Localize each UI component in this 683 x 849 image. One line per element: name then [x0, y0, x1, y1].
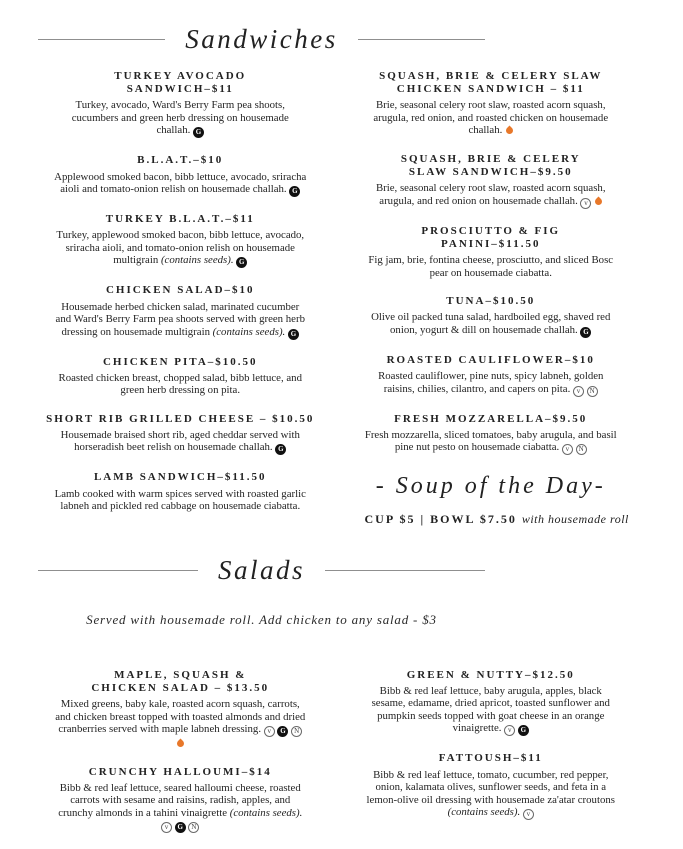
item-title: ROASTED CAULIFLOWER–$10 [386, 353, 595, 366]
section-title-salads: Salads [218, 554, 306, 585]
salads-left-column [54, 669, 307, 849]
item-title: SHORT RIB GRILLED CHEESE – $10.50 [46, 412, 315, 425]
g-icon: G [289, 186, 300, 197]
salads-columns [0, 654, 683, 849]
n-icon: N [587, 386, 598, 397]
item-title: LAMB SANDWICH–$11.50 [93, 471, 267, 484]
header-rule-right [325, 570, 485, 571]
item-title: TUNA–$10.50 [446, 295, 536, 308]
item-description: Brie, seasonal celery root slaw, roasted acorn squash, arugula, red onion, and roasted chicken on housemade challah. [373, 99, 609, 137]
g-icon: G [277, 726, 288, 737]
item-title: FATTOUSH–$11 [438, 752, 543, 765]
g-icon: G [580, 327, 591, 338]
item-title: CRUNCHY HALLOUMI–$14 [88, 765, 272, 778]
droplet-icon [594, 196, 604, 206]
item-description: Housemade braised short rib, aged cheddar served with horseradish beet relish on housemade challah. G [60, 428, 300, 454]
soup-title: - Soup of the Day- [375, 473, 606, 500]
v-icon: v [523, 809, 534, 820]
menu-item [365, 752, 618, 820]
v-icon: v [264, 726, 275, 737]
v-icon: v [573, 386, 584, 397]
n-icon: N [188, 822, 199, 833]
sandwiches-header [38, 24, 485, 55]
sandwiches-left-column [46, 70, 315, 529]
item-description: Bibb & red leaf lettuce, baby arugula, apples, black sesame, edamame, dried apricot, toasted sunflower and pumpkin seeds topped with goat cheese in an orange vinaigrette. v G [371, 684, 610, 735]
item-title: FRESH MOZZARELLA–$9.50 [394, 412, 588, 425]
soup-of-the-day-block [364, 473, 629, 527]
item-description: Applewood smoked bacon, bibb lettuce, avocado, sriracha aioli and tomato-onion relish on housemade challah. G [54, 170, 307, 196]
menu-item [54, 669, 307, 750]
item-title: PROSCIUTTO & FIG PANINI–$11.50 [421, 224, 561, 250]
sandwiches-section [0, 24, 683, 529]
item-description: Fig jam, brie, fontina cheese, prosciutto, and sliced Bosc pear on housemade ciabatta. [368, 254, 614, 279]
soup-price-line [364, 512, 629, 527]
header-rule-left [38, 39, 165, 40]
item-description: Bibb & red leaf lettuce, tomato, cucumber, red pepper, onion, kalamata olives, sunflower seeds, and feta in a lemon-olive oil dressing with housemade za'atar croutons (contains seeds). v [366, 768, 615, 819]
menu-item [54, 356, 307, 397]
item-description: Lamb cooked with warm spices served with roasted garlic labneh and pickled red cabbage on housemade ciabatta. [54, 487, 306, 513]
v-icon: v [161, 822, 172, 833]
menu-item [46, 412, 315, 456]
item-description: Bibb & red leaf lettuce, seared halloumi cheese, roasted carrots with sesame and raisins, radish, apples, and crunchy almonds in a tahini vinaigrette (contains seeds). v G N [58, 781, 303, 832]
g-icon: G [288, 329, 299, 340]
menu-item [54, 284, 307, 339]
item-title: SQUASH, BRIE & CELERY SLAW CHICKEN SANDWICH – $11 [379, 70, 603, 96]
v-icon: v [580, 198, 591, 209]
header-rule-right [358, 39, 485, 40]
item-description: Brie, seasonal celery root slaw, roasted acorn squash, arugula, and red onion on housemade challah. v [375, 182, 606, 207]
menu-item [54, 766, 307, 834]
item-description: Olive oil packed tuna salad, hardboiled egg, shaved red onion, yogurt & dill on housemade challah. G [371, 311, 611, 336]
g-icon: G [175, 822, 186, 833]
item-description: Roasted cauliflower, pine nuts, spicy labneh, golden raisins, chilies, cilantro, and capers on pita. v N [378, 370, 604, 395]
item-title: TURKEY B.L.A.T.–$11 [105, 213, 255, 226]
item-description: Housemade herbed chicken salad, marinated cucumber and Ward's Berry Farm pea shoots served with green herb dressing on housemade multigrain (contains seeds). G [55, 300, 305, 338]
item-title: GREEN & NUTTY–$12.50 [406, 668, 575, 681]
item-title: MAPLE, SQUASH & CHICKEN SALAD – $13.50 [91, 668, 270, 694]
v-icon: v [504, 725, 515, 736]
menu-item [54, 70, 307, 138]
salads-section [0, 555, 683, 849]
menu-item [54, 471, 307, 512]
g-icon: G [275, 444, 286, 455]
g-icon: G [193, 127, 204, 138]
item-description: Turkey, avocado, Ward's Berry Farm pea shoots, cucumbers and green herb dressing on housemade challah. G [71, 99, 289, 137]
n-icon: N [576, 444, 587, 455]
section-title-sandwiches: Sandwiches [185, 24, 338, 54]
soup-price-bold: CUP $5 | BOWL $7.50 [364, 512, 522, 527]
sandwiches-columns [0, 55, 683, 529]
n-icon: N [291, 726, 302, 737]
menu-item [365, 354, 618, 397]
item-description: Fresh mozzarella, sliced tomatoes, baby arugula, and basil pine nut pesto on housemade ciabatta. v N [364, 428, 617, 454]
salads-right-column [365, 669, 618, 849]
menu-item [365, 70, 618, 137]
salads-header [38, 555, 485, 586]
menu-item [54, 154, 307, 197]
menu-item [365, 413, 618, 456]
menu-item [54, 213, 307, 268]
g-icon: G [518, 725, 529, 736]
v-icon: v [562, 444, 573, 455]
item-description: Roasted chicken breast, chopped salad, bibb lettuce, and green herb dressing on pita. [58, 371, 302, 397]
droplet-icon [176, 739, 186, 749]
item-title: SQUASH, BRIE & CELERY SLAW SANDWICH–$9.50 [400, 152, 581, 179]
item-title: CHICKEN SALAD–$10 [105, 284, 255, 297]
menu-item [365, 295, 618, 338]
item-title: TURKEY AVOCADO SANDWICH–$11 [114, 70, 247, 96]
droplet-icon [505, 126, 515, 136]
sandwiches-right-column [364, 70, 629, 529]
salads-subtitle: Served with housemade roll. Add chicken to any salad - $3 [86, 611, 437, 627]
menu-item [365, 669, 618, 737]
header-rule-left [38, 570, 198, 571]
soup-price-note: with housemade roll [521, 512, 629, 527]
item-title: B.L.A.T.–$10 [137, 154, 224, 167]
item-description: Mixed greens, baby kale, roasted acorn squash, carrots, and chicken breast topped with toasted almonds and dried cranberries served with maple labneh dressing. v G N [54, 698, 307, 750]
menu-item [365, 225, 618, 279]
item-title: CHICKEN PITA–$10.50 [102, 355, 258, 368]
menu-item [365, 153, 618, 209]
g-icon: G [236, 257, 247, 268]
item-description: Turkey, applewood smoked bacon, bibb lettuce, avocado, sriracha aioli, and tomato-onion relish on housemade multigrain (contains seeds). G [56, 229, 305, 267]
